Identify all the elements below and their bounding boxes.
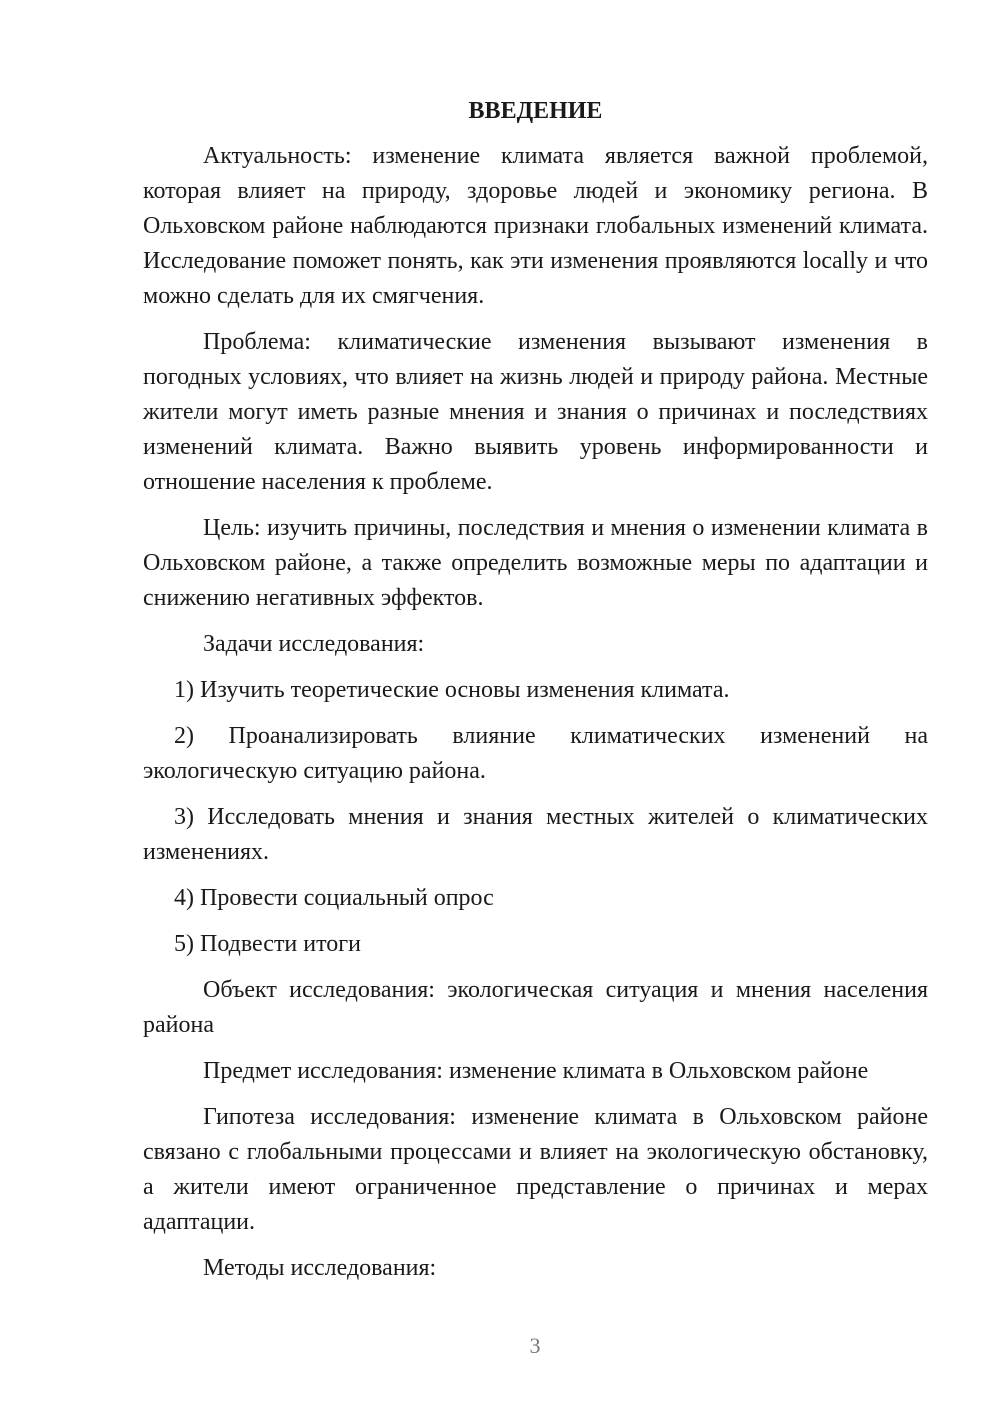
hypothesis-paragraph: Гипотеза исследования: изменение климата в Ольховском районе связано с глобальными процессами и влияет на экологическую обстановку, а жители имеют ограниченное представление о причинах и мерах адаптации. [143,1104,928,1235]
relevance-paragraph: Актуальность: изменение климата является важной проблемой, которая влияет на природу, здоровье людей и экономику региона. В Ольховском районе наблюдаются признаки глобальных изменений климата. Исследование поможет понять, как эти изменения проявляются locally и что можно сделать для их смягчения. [143,143,928,309]
task-item: 1) Изучить теоретические основы изменения климата. [174,677,730,703]
goal-paragraph: Цель: изучить причины, последствия и мнения о изменении климата в Ольховском районе, а также определить возможные меры по адаптации и снижению негативных эффектов. [143,515,928,611]
task-item: 5) Подвести итоги [174,931,361,957]
methods-heading: Методы исследования: [203,1255,437,1281]
task-item: 4) Провести социальный опрос [174,885,494,911]
task-item: 3) Исследовать мнения и знания местных жителей о климатических изменениях. [143,804,928,865]
tasks-heading: Задачи исследования: [203,631,425,657]
page-number: 3 [529,1333,541,1358]
problem-paragraph: Проблема: климатические изменения вызывают изменения в погодных условиях, что влияет на жизнь людей и природу района. Местные жители могут иметь разные мнения и знания о причинах и последствиях изменений климата. Важно выявить уровень информированности и отношение населения к проблеме. [143,329,928,495]
object-paragraph: Объект исследования: экологическая ситуация и мнения населения района [143,977,928,1038]
task-item: 2) Проанализировать влияние климатических изменений на экологическую ситуацию района. [143,723,928,784]
page-content [143,94,928,1297]
subject-paragraph: Предмет исследования: изменение климата в Ольховском районе [203,1058,869,1084]
section-heading: ВВЕДЕНИЕ [468,98,603,124]
